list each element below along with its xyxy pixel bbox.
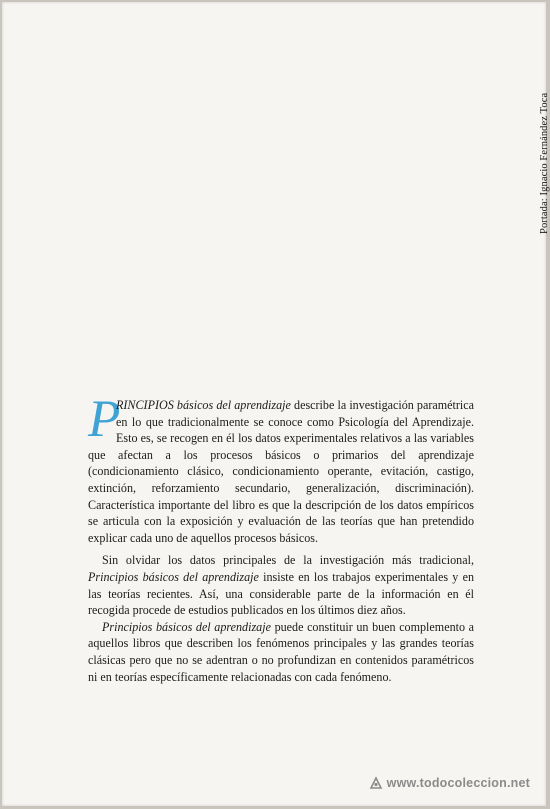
back-cover <box>2 2 550 806</box>
paragraph-2-text-a: Sin olvidar los datos principales de la investigación más tradicional, <box>102 553 474 568</box>
book-title: RINCIPIOS básicos del aprendizaje <box>116 398 291 412</box>
watermark <box>369 776 530 790</box>
drop-cap: P <box>88 390 121 448</box>
watermark-text: www.todocoleccion.net <box>386 776 530 790</box>
paragraph-2 <box>88 552 474 618</box>
book-title-2: Principios básicos del aprendizaje <box>88 569 259 584</box>
book-title-3: Principios básicos del aprendizaje <box>102 619 271 634</box>
paragraph-3-text: puede constituir un buen complemento a aquellos libros que describen los fenómenos principales y las grandes teorías clásicas pero que no se adentran o no profundizan en contenidos paramétricos ni en teorías específicamente relacionadas con cada fenómeno. <box>88 619 474 684</box>
paragraph-2-text-b: insiste en los trabajos experimentales y en las teorías recientes. Así, una considerable parte de la información en él recogida procede de estudios publicados en los últimos diez años. <box>88 569 474 618</box>
paragraph-1 <box>88 390 474 546</box>
paragraph-3 <box>88 619 474 685</box>
todocoleccion-logo-icon <box>369 776 383 790</box>
paragraph-1-text: describe la investigación paramétrica en lo que tradicionalmente se conoce como Psicología del Aprendizaje. Esto es, se recogen en él los datos experimentales relativos a las variables que afectan a los procesos básicos o primarios del aprendizaje (condicionamiento clásico, condicionamiento operante, evitación, castigo, extinción, reforzamiento secundario, generalización, discriminación). Característica importante del libro es que la descripción de los datos empíricos se articula con la exposición y evaluación de las teorías que han pretendido explicar cada uno de aquellos procesos básicos. <box>88 398 474 545</box>
cover-credit: Portada: Ignacio Fernández Toca <box>539 92 550 234</box>
blurb-text <box>88 390 474 685</box>
